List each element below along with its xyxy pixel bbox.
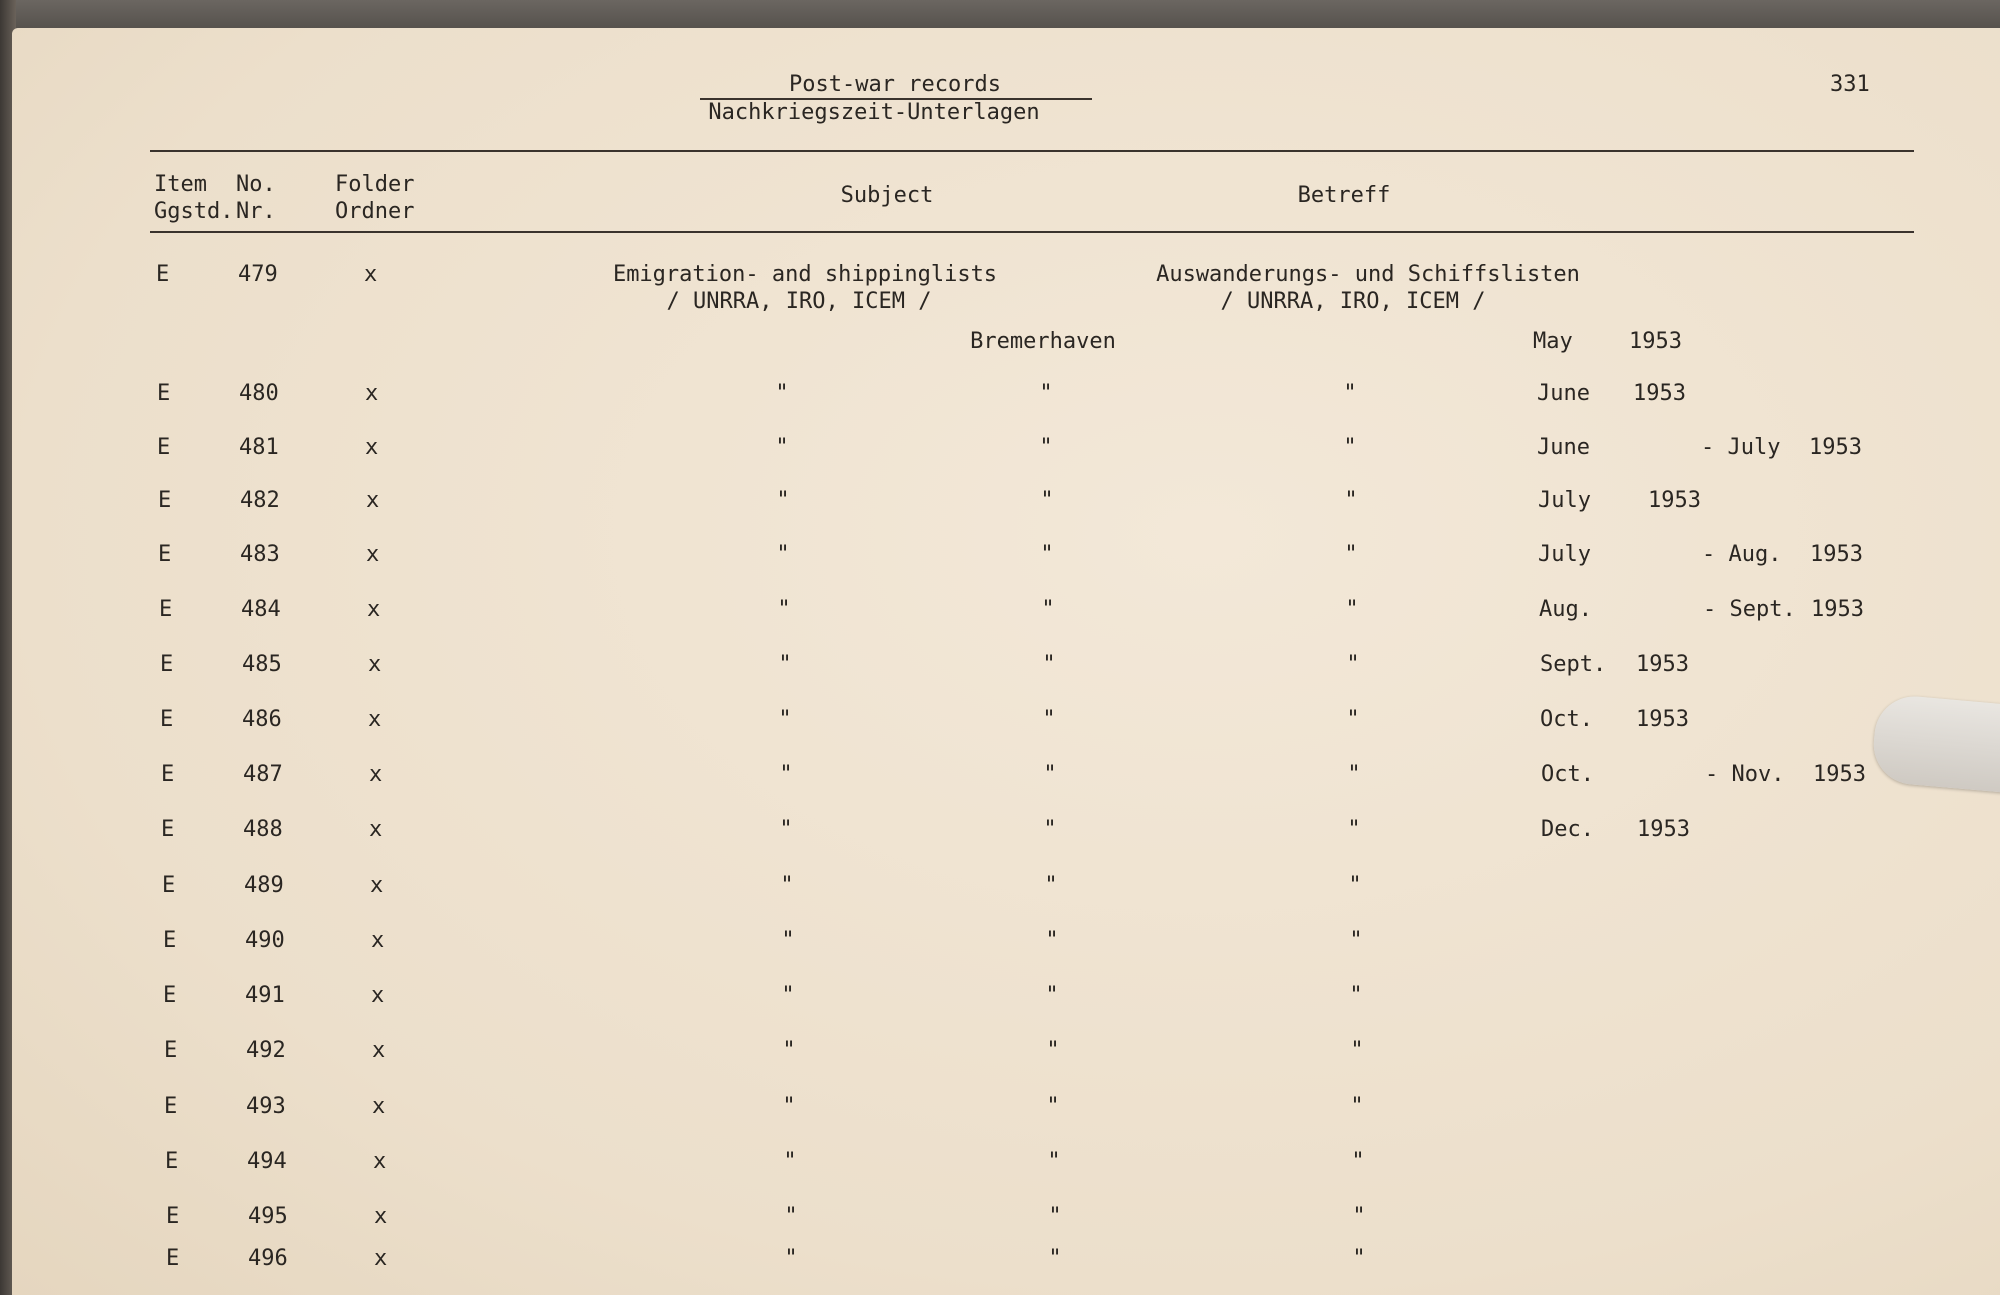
document-page <box>12 28 2000 1295</box>
row-number: 479 <box>238 262 278 287</box>
row-number: 493 <box>246 1094 286 1119</box>
row-number: 489 <box>244 873 284 898</box>
row-year: 1953 <box>1809 435 1862 460</box>
row-date-to: - Sept. <box>1703 597 1796 622</box>
ditto-mark-place: " <box>1046 1094 1060 1119</box>
ditto-mark-place: " <box>1044 873 1058 898</box>
betreff-line-1: Auswanderungs- und Schiffslisten <box>1156 262 1580 287</box>
ditto-mark-place: " <box>1048 1204 1062 1229</box>
row-number: 484 <box>241 597 281 622</box>
header-rule-bottom <box>150 231 1914 233</box>
row-folder-mark: x <box>365 381 379 406</box>
row-item-code: E <box>159 597 173 622</box>
row-item-code: E <box>166 1204 180 1229</box>
ditto-mark-subject: " <box>778 707 792 732</box>
row-number: 487 <box>243 762 283 787</box>
page-number: 331 <box>1830 72 1870 97</box>
row-number: 488 <box>243 817 283 842</box>
row-year: 1953 <box>1810 542 1863 567</box>
ditto-mark-subject: " <box>783 1149 797 1174</box>
row-item-code: E <box>165 1149 179 1174</box>
row-year: 1953 <box>1648 488 1701 513</box>
ditto-mark-place: " <box>1039 381 1053 406</box>
row-item-code: E <box>157 435 171 460</box>
col-subject: Subject <box>840 183 934 208</box>
ditto-mark-betreff: " <box>1344 542 1358 567</box>
row-year: 1953 <box>1813 762 1866 787</box>
row-folder-mark: x <box>369 762 383 787</box>
row-folder-mark: x <box>374 1246 388 1271</box>
ditto-mark-betreff: " <box>1350 1094 1364 1119</box>
row-folder-mark: x <box>369 817 383 842</box>
col-no-de: Nr. <box>236 199 276 224</box>
ditto-mark-subject: " <box>784 1204 798 1229</box>
row-year: 1953 <box>1633 381 1686 406</box>
row-folder-mark: x <box>367 597 381 622</box>
row-item-code: E <box>163 983 177 1008</box>
row-item-code: E <box>158 488 172 513</box>
row-folder-mark: x <box>372 1038 386 1063</box>
row-number: 486 <box>242 707 282 732</box>
ditto-mark-subject: " <box>781 983 795 1008</box>
title-english: Post-war records <box>789 72 1001 97</box>
subject-line-2: / UNRRA, IRO, ICEM / <box>666 289 932 314</box>
ditto-mark-betreff: " <box>1351 1149 1365 1174</box>
row-item-code: E <box>166 1246 180 1271</box>
ditto-mark-betreff: " <box>1349 928 1363 953</box>
subject-line-1: Emigration- and shippinglists <box>612 262 998 287</box>
row-date-from: Dec. <box>1541 817 1594 842</box>
row-folder-mark: x <box>364 262 378 287</box>
ditto-mark-place: " <box>1043 817 1057 842</box>
paper-clip-tab <box>1870 693 2000 795</box>
row-item-code: E <box>160 652 174 677</box>
ditto-mark-subject: " <box>784 1246 798 1271</box>
ditto-mark-betreff: " <box>1346 707 1360 732</box>
ditto-mark-betreff: " <box>1343 435 1357 460</box>
col-item-en: Item <box>154 172 207 197</box>
row-item-code: E <box>157 381 171 406</box>
row-item-code: E <box>163 928 177 953</box>
ditto-mark-subject: " <box>778 652 792 677</box>
ditto-mark-place: " <box>1047 1149 1061 1174</box>
row-number: 490 <box>245 928 285 953</box>
title-german: Nachkriegszeit-Unterlagen <box>708 100 1040 125</box>
row-date-from: Sept. <box>1540 652 1607 677</box>
col-no-en: No. <box>236 172 276 197</box>
ditto-mark-place: " <box>1045 928 1059 953</box>
row-item-code: E <box>156 262 170 287</box>
col-folder-de: Ordner <box>335 199 415 224</box>
row-folder-mark: x <box>368 652 382 677</box>
row-folder-mark: x <box>366 488 380 513</box>
ditto-mark-subject: " <box>779 762 793 787</box>
ditto-mark-betreff: " <box>1347 762 1361 787</box>
ditto-mark-place: " <box>1040 542 1054 567</box>
row-folder-mark: x <box>373 1149 387 1174</box>
col-folder-en: Folder <box>335 172 415 197</box>
ditto-mark-place: " <box>1043 762 1057 787</box>
row-year: 1953 <box>1636 652 1689 677</box>
row-date-from: June <box>1537 381 1590 406</box>
row-number: 496 <box>248 1246 288 1271</box>
row-date-to: - July <box>1701 435 1781 460</box>
ditto-mark-subject: " <box>776 488 790 513</box>
row-number: 494 <box>247 1149 287 1174</box>
header-rule-top <box>150 150 1914 152</box>
ditto-mark-place: " <box>1042 652 1056 677</box>
row-date-from: June <box>1537 435 1590 460</box>
ditto-mark-place: " <box>1045 983 1059 1008</box>
row-number: 483 <box>240 542 280 567</box>
row-year: 1953 <box>1637 817 1690 842</box>
row-folder-mark: x <box>372 1094 386 1119</box>
row-date-from: Oct. <box>1541 762 1594 787</box>
ditto-mark-place: " <box>1041 597 1055 622</box>
row-number: 491 <box>245 983 285 1008</box>
ditto-mark-subject: " <box>781 928 795 953</box>
row-number: 495 <box>248 1204 288 1229</box>
row-folder-mark: x <box>370 873 384 898</box>
row-year: 1953 <box>1636 707 1689 732</box>
row-item-code: E <box>161 762 175 787</box>
row-folder-mark: x <box>368 707 382 732</box>
ditto-mark-betreff: " <box>1349 983 1363 1008</box>
ditto-mark-place: " <box>1048 1246 1062 1271</box>
col-betreff: Betreff <box>1297 183 1391 208</box>
ditto-mark-subject: " <box>776 542 790 567</box>
row-date-from: Oct. <box>1540 707 1593 732</box>
row-date-from: Aug. <box>1539 597 1592 622</box>
scan-background-top <box>0 0 2000 30</box>
ditto-mark-betreff: " <box>1350 1038 1364 1063</box>
row-number: 481 <box>239 435 279 460</box>
row-folder-mark: x <box>365 435 379 460</box>
row-date-from: July <box>1538 488 1591 513</box>
ditto-mark-betreff: " <box>1346 652 1360 677</box>
row-item-code: E <box>164 1038 178 1063</box>
row-year: 1953 <box>1811 597 1864 622</box>
ditto-mark-subject: " <box>775 381 789 406</box>
ditto-mark-subject: " <box>777 597 791 622</box>
row-item-code: E <box>160 707 174 732</box>
col-item-de: Ggstd. <box>154 199 234 224</box>
row-folder-mark: x <box>371 928 385 953</box>
ditto-mark-betreff: " <box>1345 597 1359 622</box>
row-item-code: E <box>162 873 176 898</box>
ditto-mark-betreff: " <box>1343 381 1357 406</box>
ditto-mark-subject: " <box>780 873 794 898</box>
betreff-line-2: / UNRRA, IRO, ICEM / <box>1220 289 1486 314</box>
row-item-code: E <box>158 542 172 567</box>
ditto-mark-betreff: " <box>1348 873 1362 898</box>
ditto-mark-subject: " <box>782 1038 796 1063</box>
row-item-code: E <box>161 817 175 842</box>
row-date-from: July <box>1538 542 1591 567</box>
row-number: 482 <box>240 488 280 513</box>
ditto-mark-place: " <box>1046 1038 1060 1063</box>
row-date-to: - Nov. <box>1705 762 1785 787</box>
first-date-year: 1953 <box>1629 329 1682 354</box>
row-folder-mark: x <box>374 1204 388 1229</box>
ditto-mark-betreff: " <box>1352 1246 1366 1271</box>
row-folder-mark: x <box>366 542 380 567</box>
ditto-mark-place: " <box>1042 707 1056 732</box>
row-number: 485 <box>242 652 282 677</box>
row-item-code: E <box>164 1094 178 1119</box>
ditto-mark-subject: " <box>775 435 789 460</box>
ditto-mark-betreff: " <box>1347 817 1361 842</box>
row-number: 492 <box>246 1038 286 1063</box>
ditto-mark-betreff: " <box>1352 1204 1366 1229</box>
place-bremerhaven: Bremerhaven <box>970 329 1116 354</box>
ditto-mark-place: " <box>1040 488 1054 513</box>
first-date-month: May <box>1533 329 1573 354</box>
row-number: 480 <box>239 381 279 406</box>
ditto-mark-place: " <box>1039 435 1053 460</box>
ditto-mark-betreff: " <box>1344 488 1358 513</box>
row-date-to: - Aug. <box>1702 542 1782 567</box>
ditto-mark-subject: " <box>782 1094 796 1119</box>
row-folder-mark: x <box>371 983 385 1008</box>
ditto-mark-subject: " <box>779 817 793 842</box>
